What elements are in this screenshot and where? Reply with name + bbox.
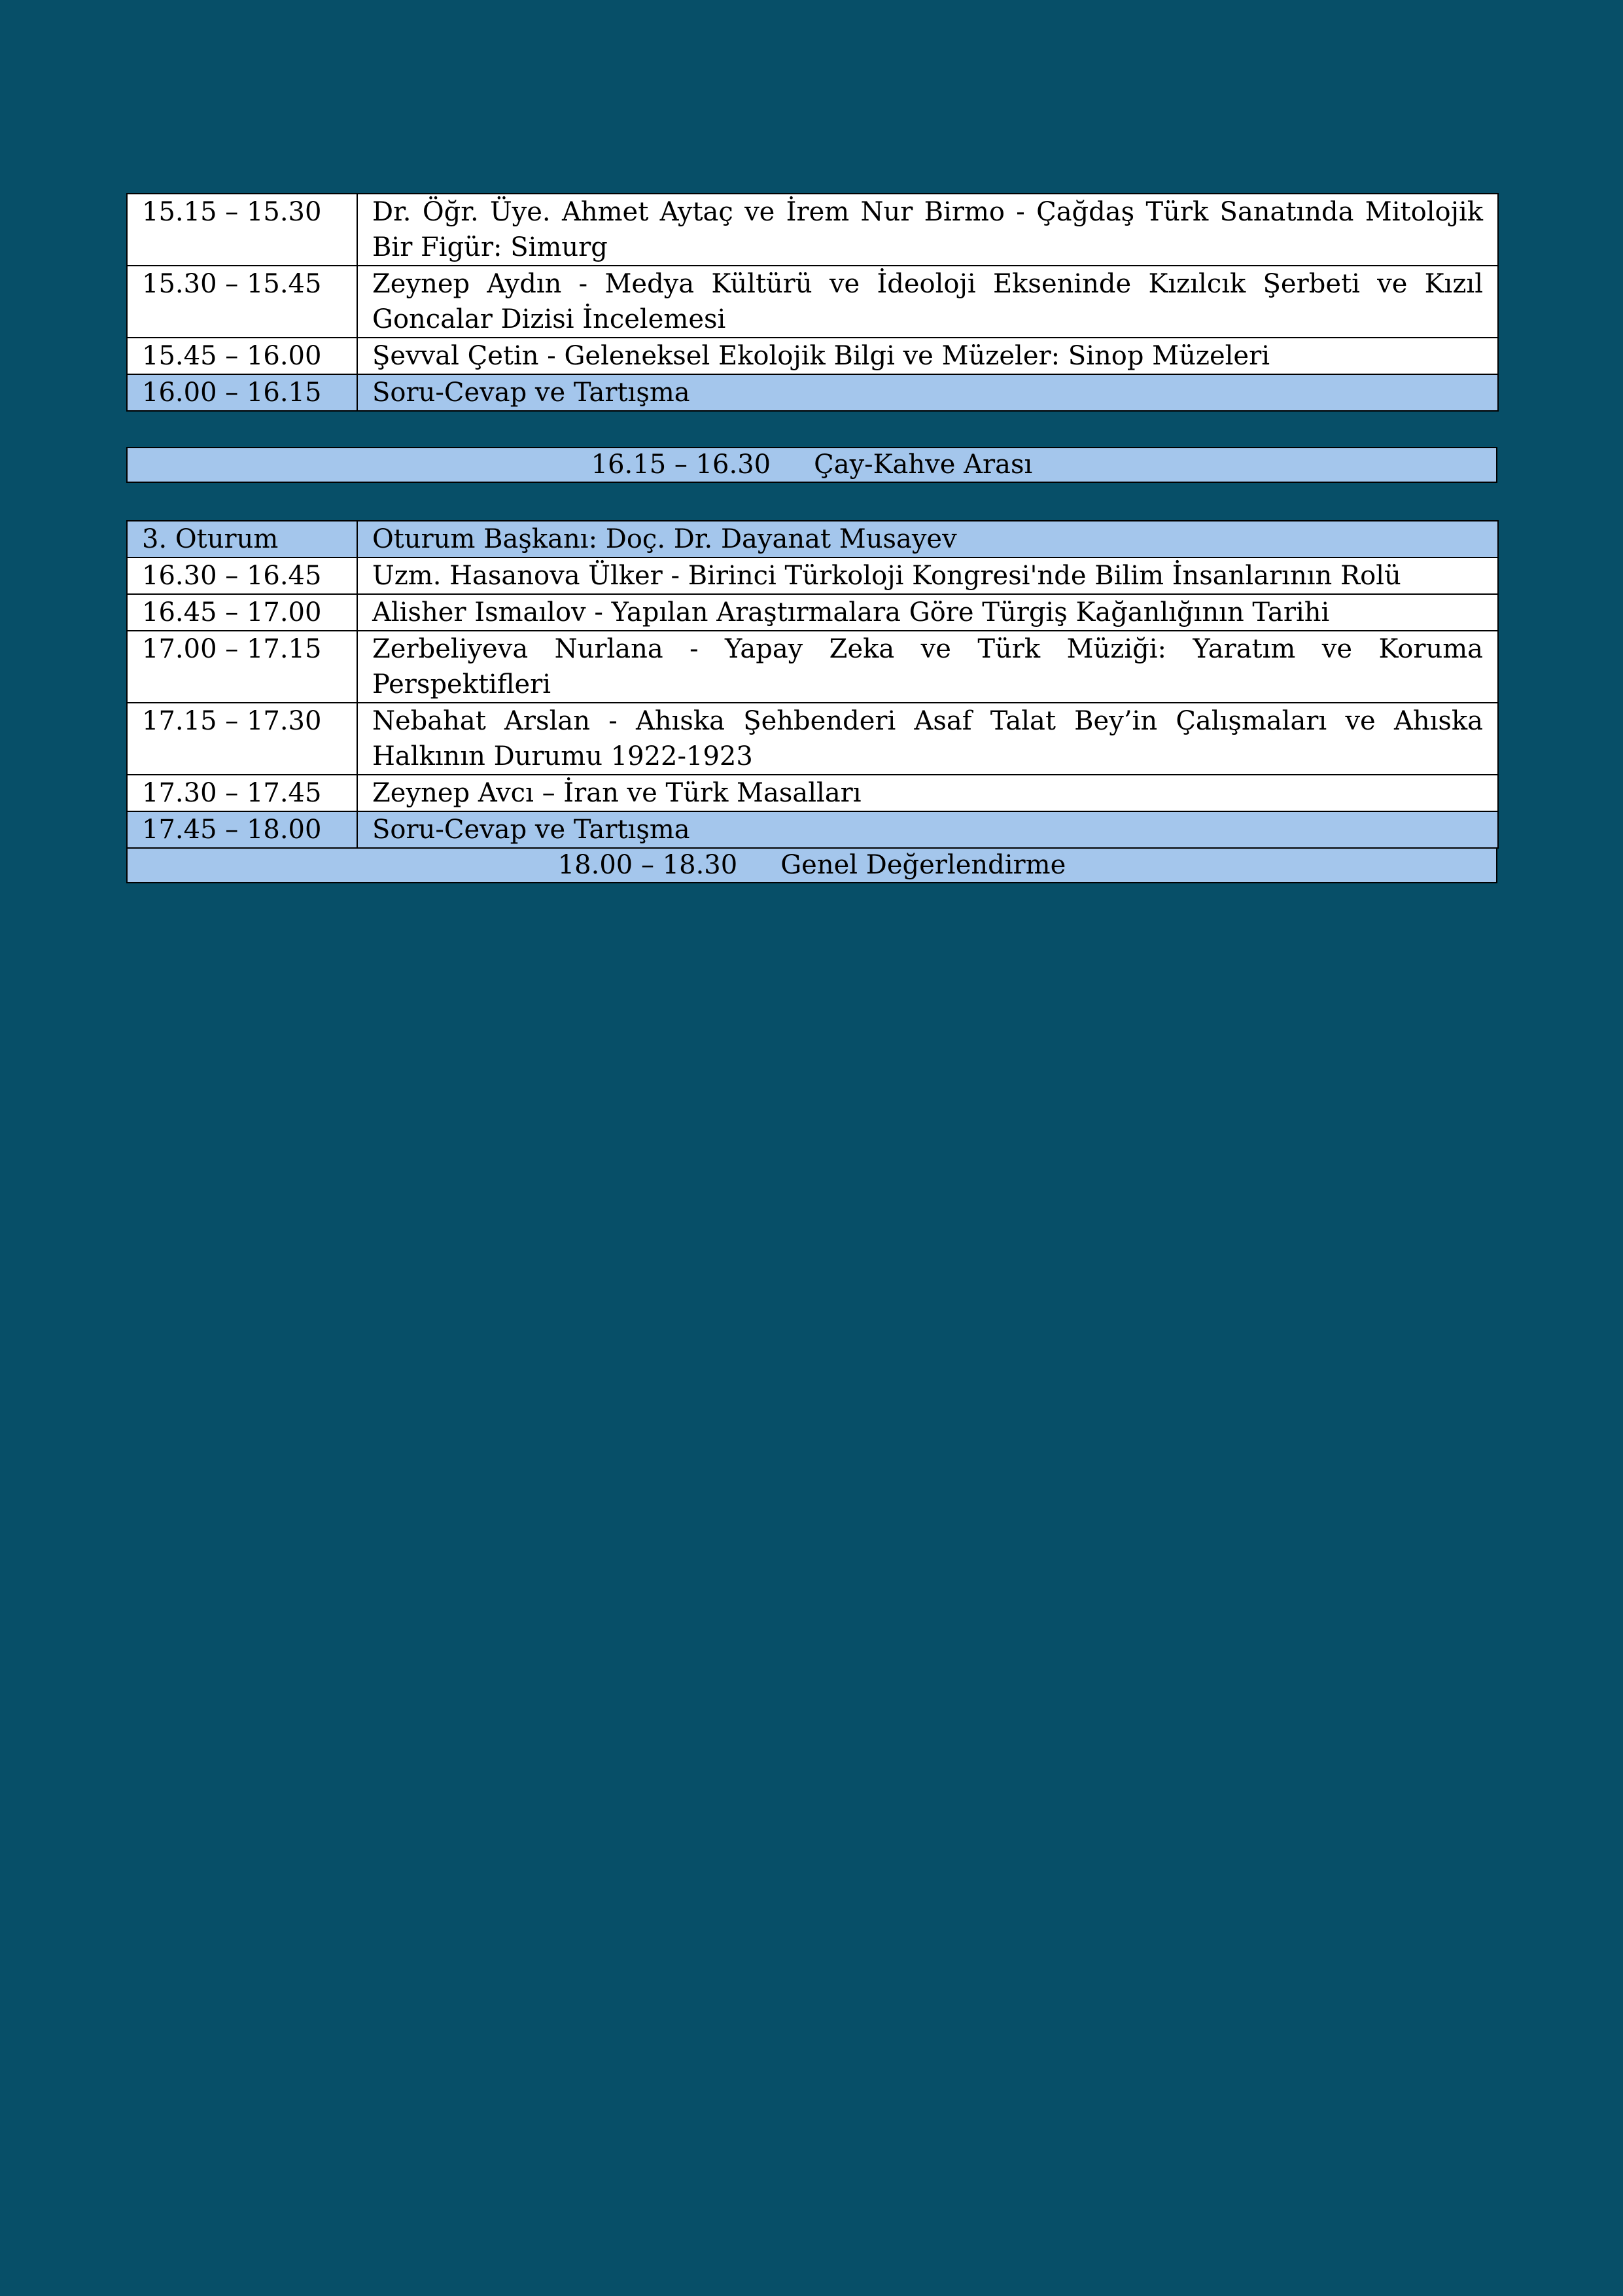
session-title-cell: 3. Oturum bbox=[127, 521, 357, 557]
session-chair-cell: Oturum Başkanı: Doç. Dr. Dayanat Musayev bbox=[357, 521, 1498, 557]
time-cell: 17.15 – 17.30 bbox=[127, 703, 357, 775]
schedule-row bbox=[127, 594, 1498, 631]
closing-evaluation-bar bbox=[126, 847, 1497, 883]
time-cell: 16.45 – 17.00 bbox=[127, 594, 357, 631]
schedule-row bbox=[127, 338, 1498, 374]
schedule-row bbox=[127, 775, 1498, 811]
qa-cell: Soru-Cevap ve Tartışma bbox=[357, 374, 1498, 411]
presentation-cell: Alisher Ismaılov - Yapılan Araştırmalara Göre Türgiş Kağanlığının Tarihi bbox=[357, 594, 1498, 631]
schedule-row bbox=[127, 631, 1498, 703]
break-label: Çay-Kahve Arası bbox=[814, 450, 1033, 480]
time-cell: 15.15 – 15.30 bbox=[127, 194, 357, 266]
session-2-schedule-table bbox=[126, 193, 1499, 412]
time-cell: 17.45 – 18.00 bbox=[127, 811, 357, 848]
presentation-cell: Şevval Çetin - Geleneksel Ekolojik Bilgi ve Müzeler: Sinop Müzeleri bbox=[357, 338, 1498, 374]
presentation-cell: Zeynep Aydın - Medya Kültürü ve İdeoloji Ekseninde Kızılcık Şerbeti ve Kızıl Goncalar Dizisi İncelemesi bbox=[357, 266, 1498, 338]
schedule-row bbox=[127, 703, 1498, 775]
time-cell: 17.00 – 17.15 bbox=[127, 631, 357, 703]
time-cell: 16.30 – 16.45 bbox=[127, 557, 357, 594]
session-header-row bbox=[127, 521, 1498, 557]
session-3-schedule-table bbox=[126, 520, 1499, 849]
presentation-cell: Zerbeliyeva Nurlana - Yapay Zeka ve Türk Müziği: Yaratım ve Koruma Perspektifleri bbox=[357, 631, 1498, 703]
presentation-cell: Uzm. Hasanova Ülker - Birinci Türkoloji Kongresi'nde Bilim İnsanlarının Rolü bbox=[357, 557, 1498, 594]
closing-time: 18.00 – 18.30 bbox=[557, 850, 738, 880]
presentation-cell: Nebahat Arslan - Ahıska Şehbenderi Asaf Talat Bey’in Çalışmaları ve Ahıska Halkının Durumu 1922-1923 bbox=[357, 703, 1498, 775]
coffee-break-bar bbox=[126, 447, 1497, 483]
closing-label: Genel Değerlendirme bbox=[780, 850, 1066, 880]
qa-row bbox=[127, 811, 1498, 848]
presentation-cell: Dr. Öğr. Üye. Ahmet Aytaç ve İrem Nur Birmo - Çağdaş Türk Sanatında Mitolojik Bir Figür: Simurg bbox=[357, 194, 1498, 266]
schedule-row bbox=[127, 266, 1498, 338]
presentation-cell: Zeynep Avcı – İran ve Türk Masalları bbox=[357, 775, 1498, 811]
qa-cell: Soru-Cevap ve Tartışma bbox=[357, 811, 1498, 848]
break-time: 16.15 – 16.30 bbox=[591, 450, 771, 480]
schedule-row bbox=[127, 557, 1498, 594]
time-cell: 15.45 – 16.00 bbox=[127, 338, 357, 374]
time-cell: 16.00 – 16.15 bbox=[127, 374, 357, 411]
time-cell: 17.30 – 17.45 bbox=[127, 775, 357, 811]
qa-row bbox=[127, 374, 1498, 411]
time-cell: 15.30 – 15.45 bbox=[127, 266, 357, 338]
schedule-row bbox=[127, 194, 1498, 266]
